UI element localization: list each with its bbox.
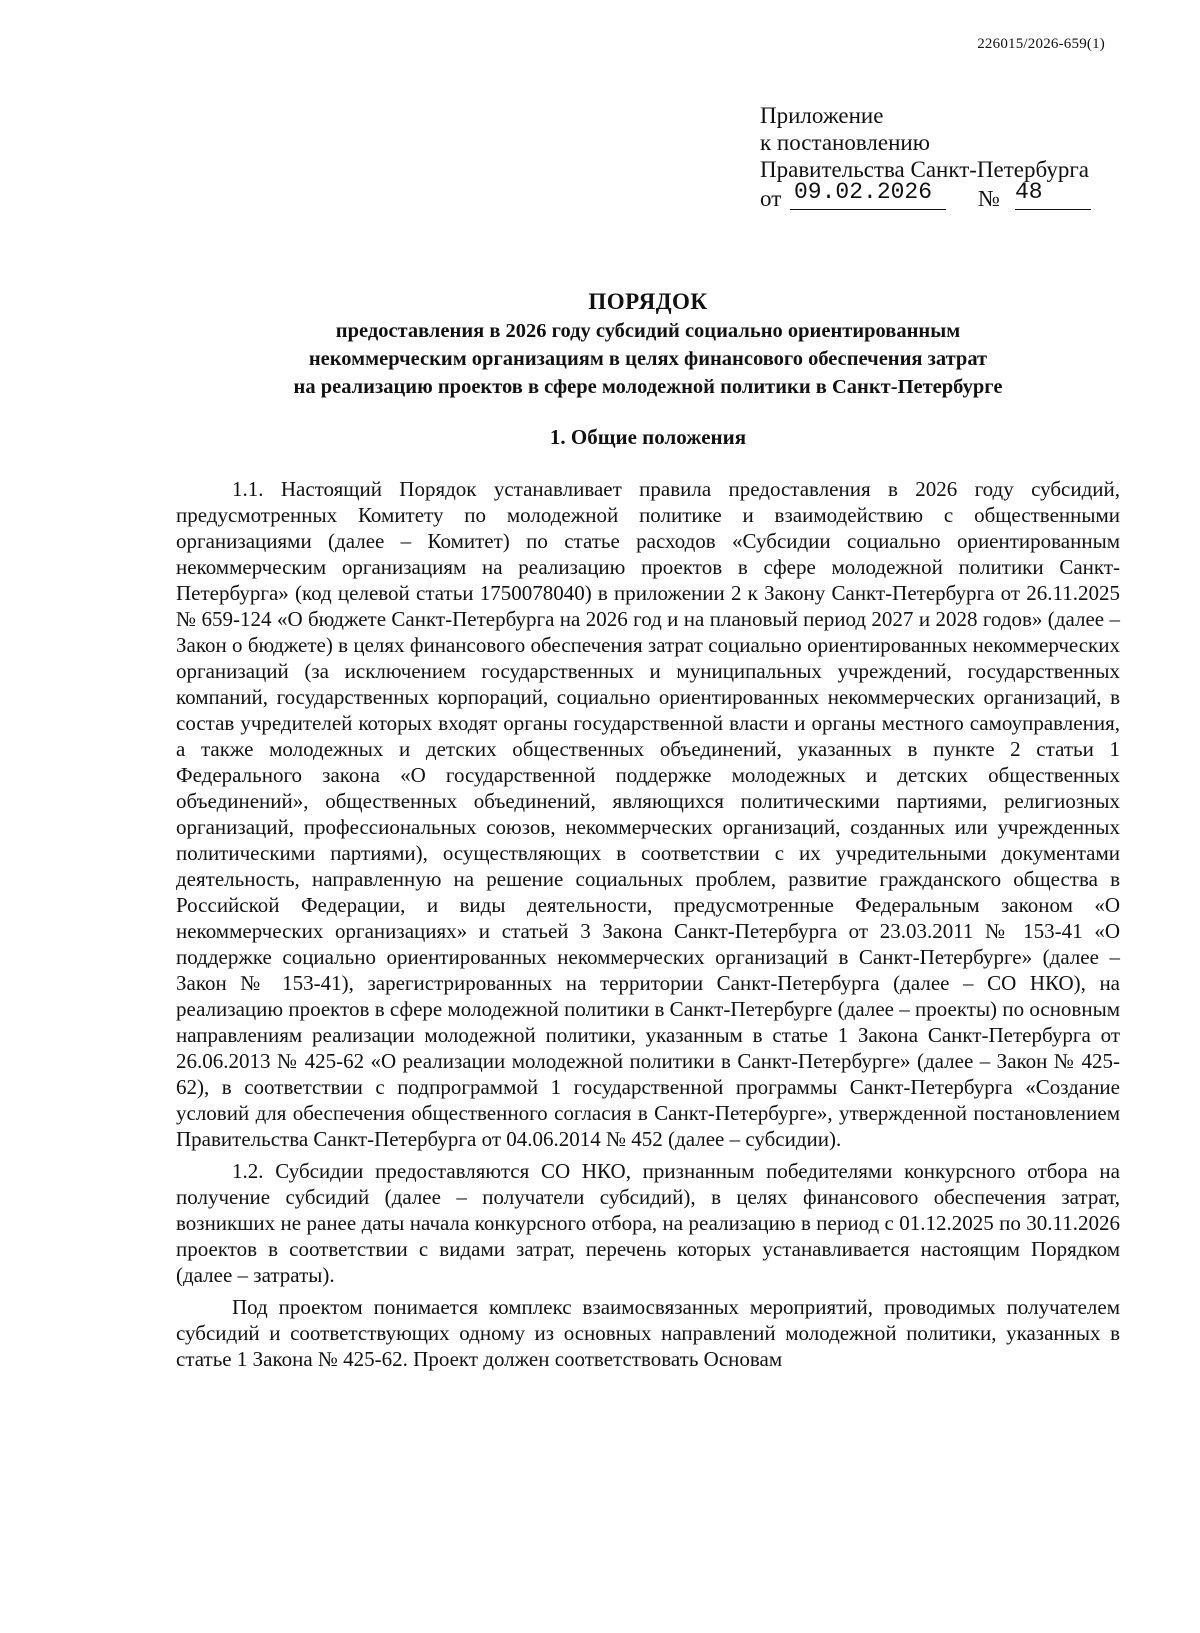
number-sign: № — [978, 186, 1000, 211]
document-id: 226015/2026-659(1) — [977, 36, 1105, 52]
appendix-line-2: к постановлению — [760, 130, 930, 155]
document-body — [176, 476, 1120, 1378]
resolution-number: 48 — [1015, 179, 1091, 210]
paragraph-1-1: 1.1. Настоящий Порядок устанавливает правила предоставления в 2026 году субсидий, предусмотренных Комитету по молодежной политике и взаимодействию с общественными организациями (далее – Комитет) по статье расходов «Субсидии социально ориентированным некоммерческим организациям на реализацию проектов в сфере молодежной политики Санкт-Петербурга» (код целевой статьи 1750078040) в приложении 2 к Закону Санкт-Петербурга от 26.11.2025 № 659-124 «О бюджете Санкт-Петербурга на 2026 год и на плановый период 2027 и 2028 годов» (далее – Закон о бюджете) в целях финансового обеспечения затрат социально ориентированных некоммерческих организаций (за исключением государственных и муниципальных учреждений, государственных компаний, государственных корпораций, социально ориентированных некоммерческих организаций, в состав учредителей которых входят органы государственной власти и органы местного самоуправления, а также молодежных и детских общественных объединений, указанных в пункте 2 статьи 1 Федерального закона «О государственной поддержке молодежных и детских общественных объединений», общественных объединений, являющихся политическими партиями, религиозных организаций, профессиональных союзов, некоммерческих организаций, созданных или учрежденных политическими партиями), осуществляющих в соответствии с их учредительными документами деятельность, направленную на решение социальных проблем, развитие гражданского общества в Российской Федерации, и виды деятельности, предусмотренные Федеральным законом «О некоммерческих организациях» и статьей 3 Закона Санкт-Петербурга от 23.03.2011 № 153-41 «О поддержке социально ориентированных некоммерческих организаций в Санкт-Петербурге» (далее – Закон № 153-41), зарегистрированных на территории Санкт-Петербурга (далее – СО НКО), на реализацию проектов в сфере молодежной политики в Санкт-Петербурге (далее – проекты) по основным направлениям реализации молодежной политики, указанным в статье 1 Закона Санкт-Петербурга от 26.06.2013 № 425-62 «О реализации молодежной политики в Санкт-Петербурге» (далее – Закон № 425-62), в соответствии с подпрограммой 1 государственной программы Санкт-Петербурга «Создание условий для обеспечения общественного согласия в Санкт-Петербурге», утвержденной постановлением Правительства Санкт-Петербурга от 04.06.2014 № 452 (далее – субсидии). — [176, 477, 1120, 1151]
document-title-block — [176, 288, 1120, 400]
resolution-date: 09.02.2026 — [790, 179, 946, 210]
paragraph-project-definition: Под проектом понимается комплекс взаимосвязанных мероприятий, проводимых получателем субсидий и соответствующих одному из основных направлений молодежной политики, указанных в статье 1 Закона № 425-62. Проект должен соответствовать Основам — [176, 1295, 1120, 1371]
document-subtitle-line-3: на реализацию проектов в сфере молодежной политики в Санкт-Петербурге — [293, 376, 1003, 398]
appendix-date-line — [760, 179, 1089, 213]
date-prefix: от — [760, 186, 782, 211]
paragraph-1-2: 1.2. Субсидии предоставляются СО НКО, признанным победителями конкурсного отбора на получение субсидий (далее – получатели субсидий), в целях финансового обеспечения затрат, возникших не ранее даты начала конкурсного отбора, на реализацию в период с 01.12.2025 по 30.11.2026 проектов в соответствии с видами затрат, перечень которых устанавливается настоящим Порядком (далее – затраты). — [176, 1159, 1120, 1287]
appendix-block — [760, 102, 1089, 213]
document-title: ПОРЯДОК — [588, 289, 708, 314]
document-subtitle-line-1: предоставления в 2026 году субсидий социально ориентированным — [335, 320, 961, 342]
appendix-line-3: Правительства Санкт-Петербурга — [760, 157, 1089, 182]
section-heading: 1. Общие положения — [549, 425, 747, 449]
document-subtitle-line-2: некоммерческим организациям в целях финансового обеспечения затрат — [308, 348, 988, 370]
appendix-line-1: Приложение — [760, 103, 884, 128]
